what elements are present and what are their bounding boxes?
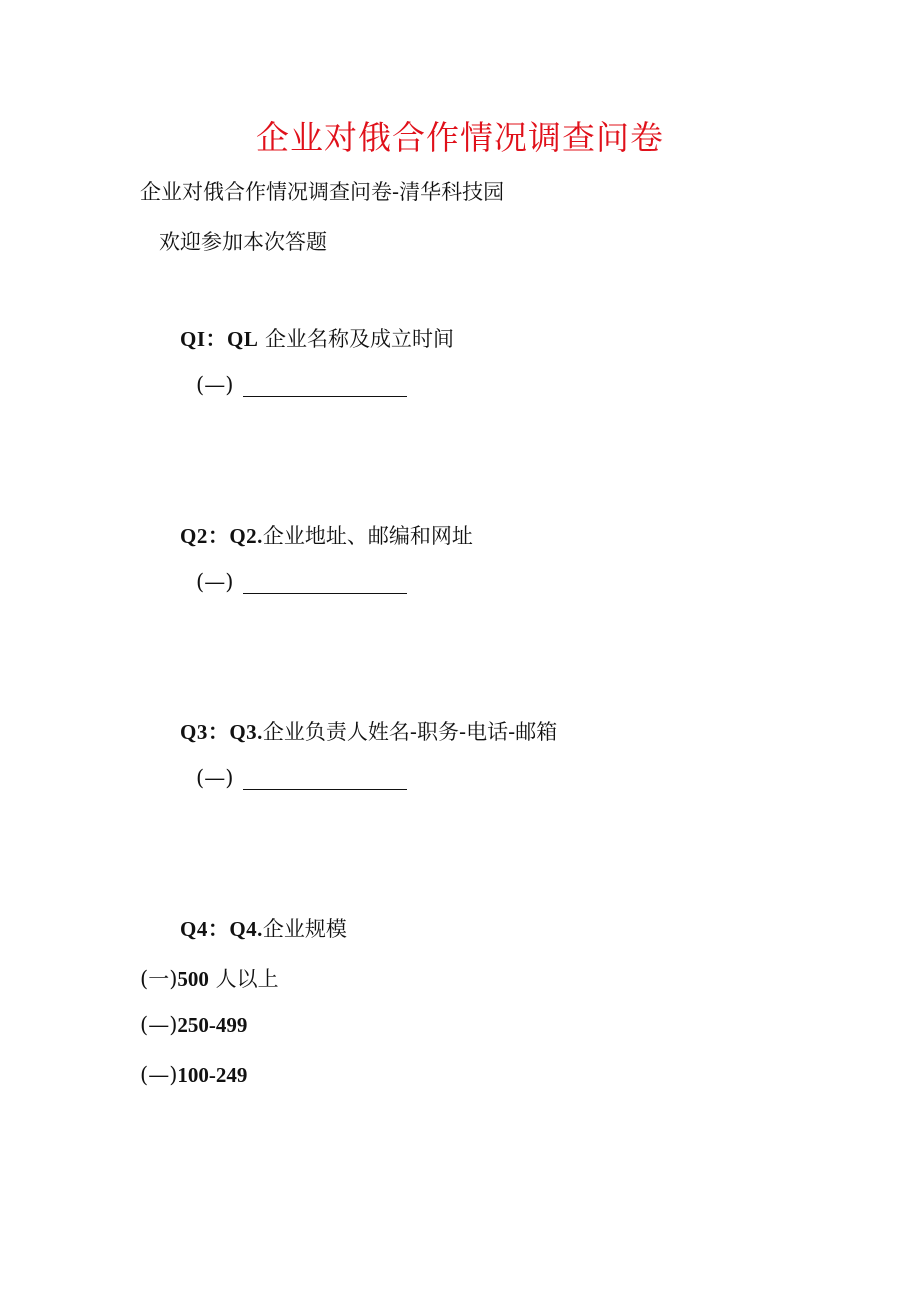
q4-option-1-suffix: 人以上 [208, 967, 279, 991]
question-3-label [180, 716, 557, 746]
question-1-label [180, 323, 454, 353]
question-1-answer-prefix: (—) [196, 373, 234, 397]
question-3-answer-prefix: (—) [196, 766, 234, 790]
document-title: 企业对俄合作情况调查问卷 [256, 118, 664, 157]
document-subtitle: 企业对俄合作情况调查问卷-清华科技园 [140, 180, 505, 204]
question-3-answer [196, 766, 407, 790]
question-3-text: 企业负责人姓名-职务-电话-邮箱 [262, 720, 558, 744]
question-4-label [180, 913, 347, 943]
q4-option-1-prefix: (一) [140, 967, 178, 991]
question-2-answer-prefix: (—) [196, 570, 234, 594]
q4-option-3[interactable] [140, 1063, 247, 1088]
question-3-number: Q3：Q3. [180, 720, 263, 744]
question-4-number: Q4：Q4. [180, 917, 263, 941]
question-2-number: Q2：Q2. [180, 524, 263, 548]
q4-option-3-prefix: (—) [140, 1063, 178, 1087]
question-3-answer-field[interactable] [243, 767, 407, 790]
q4-option-2-value: 250-499 [177, 1013, 248, 1037]
question-2-label [180, 520, 473, 550]
question-1-number: QI：QL [180, 327, 259, 351]
welcome-text: 欢迎参加本次答题 [159, 230, 327, 254]
q4-option-3-value: 100-249 [177, 1063, 248, 1087]
question-2-answer [196, 570, 407, 594]
question-1-text: 企业名称及成立时间 [258, 327, 455, 351]
question-1-answer [196, 373, 407, 397]
question-1-answer-field[interactable] [243, 374, 407, 397]
q4-option-2-prefix: (—) [140, 1013, 178, 1037]
q4-option-1-value: 500 [177, 967, 209, 991]
q4-option-2[interactable] [140, 1013, 247, 1038]
question-2-answer-field[interactable] [243, 571, 407, 594]
question-4-text: 企业规模 [262, 917, 347, 941]
question-2-text: 企业地址、邮编和网址 [262, 524, 473, 548]
q4-option-1[interactable] [140, 963, 279, 993]
